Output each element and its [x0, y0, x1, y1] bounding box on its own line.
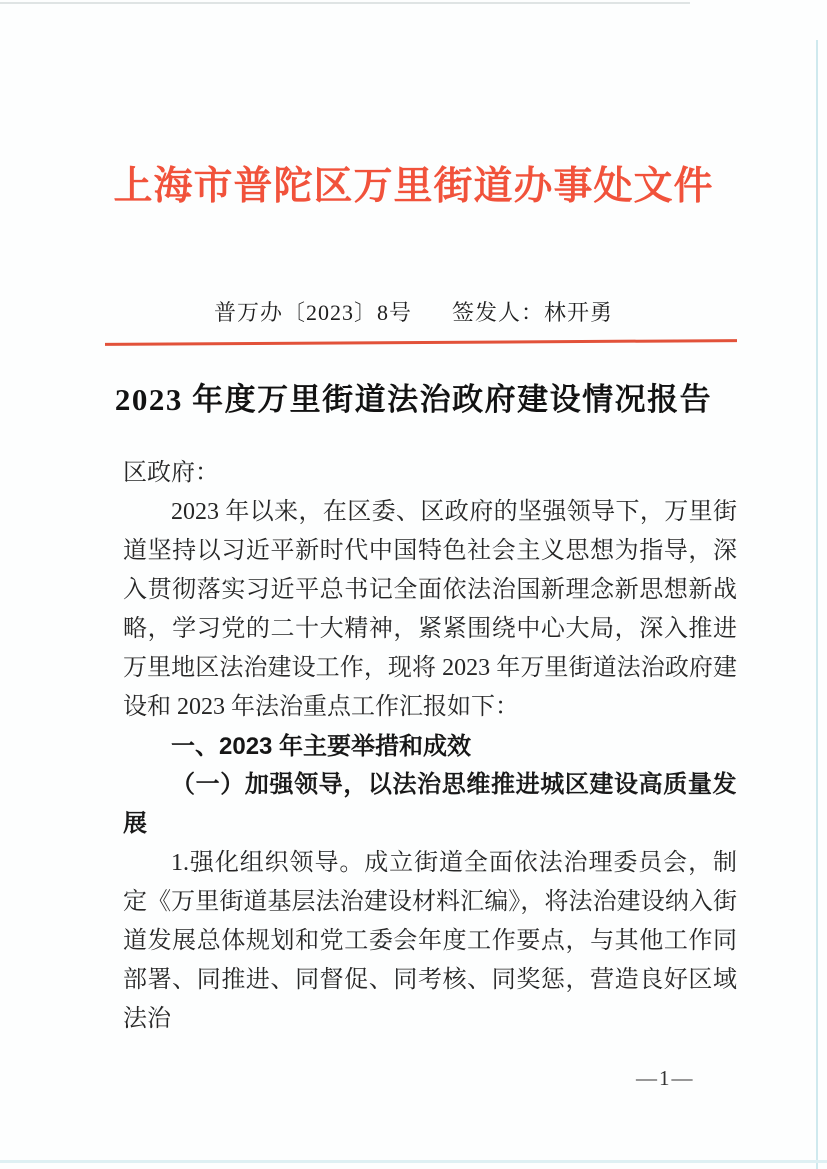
section-heading-1: 一、2023 年主要举措和成效: [171, 733, 472, 760]
salutation: 区政府：: [123, 460, 219, 486]
scan-artifact-top-line: [0, 2, 690, 4]
document-number-row: [0, 296, 827, 327]
signer-field: [452, 296, 613, 327]
scan-artifact-bottom-line: [0, 1160, 827, 1163]
document-title: 2023 年度万里街道法治政府建设情况报告: [114, 382, 713, 417]
document-body: [123, 454, 737, 1039]
sub-heading-1-1: （一）加强领导，以法治思维推进城区建设高质量发展: [123, 772, 737, 837]
document-number: 普万办〔2023〕8号: [213, 300, 412, 325]
document-header-title: 上海市普陀区万里街道办事处文件: [113, 165, 714, 208]
intro-paragraph: 2023 年以来，在区委、区政府的坚强领导下，万里街道坚持以习近平新时代中国特色社会主义思想为指导，深入贯彻落实习近平总书记全面依法治国新理念新思想新战略，学习党的二十大精神，紧紧围绕中心大局，深入推进万里地区法治建设工作，现将 2023 年万里街道法治政府建设和 2023 年法治重点工作汇报如下：: [123, 499, 737, 720]
signer-name: 林开勇: [544, 300, 614, 325]
item-paragraph-1: 1.强化组织领导。成立街道全面依法治理委员会，制定《万里街道基层法治建设材料汇编》，将法治建设纳入街道发展总体规划和党工委会年度工作要点，与其他工作同部署、同推进、同督促、同考核、同奖惩，营造良好区域法治: [123, 850, 737, 1032]
signer-label: 签发人：: [451, 300, 544, 325]
red-separator-rule: [105, 339, 737, 346]
page-number: —1—: [636, 1066, 695, 1090]
